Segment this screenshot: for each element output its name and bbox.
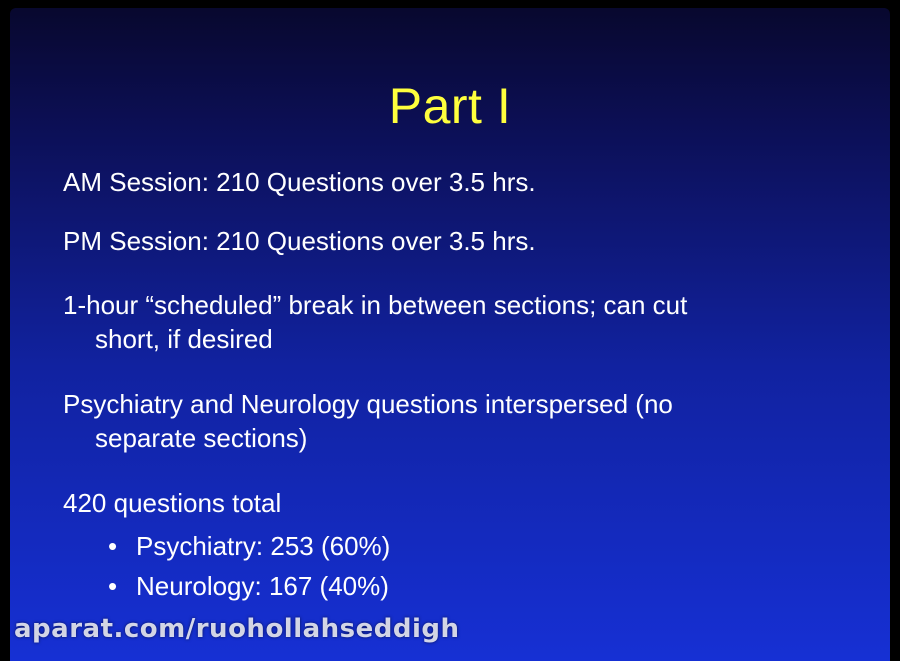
am-session-line: AM Session: 210 Questions over 3.5 hrs. <box>63 167 536 197</box>
break-line-2: short, if desired <box>95 324 273 354</box>
interspersed-line <box>63 387 673 455</box>
bullet-item-psychiatry <box>108 529 390 563</box>
watermark-text: aparat.com/ruohollahseddigh <box>14 614 460 644</box>
bullet-text: Psychiatry: 253 (60%) <box>136 531 391 561</box>
pm-session-line: PM Session: 210 Questions over 3.5 hrs. <box>63 226 536 256</box>
break-line-1: 1-hour “scheduled” break in between sections; can cut <box>63 290 688 320</box>
bullet-icon: • <box>108 571 118 601</box>
break-line <box>63 288 687 356</box>
bullet-text: Neurology: 167 (40%) <box>136 571 389 601</box>
interspersed-line-1: Psychiatry and Neurology questions interspersed (no <box>63 389 673 419</box>
presentation-slide <box>10 8 890 661</box>
bullet-item-neurology <box>108 569 389 603</box>
bullet-icon: • <box>108 531 118 561</box>
total-questions-line: 420 questions total <box>63 488 282 518</box>
interspersed-line-2: separate sections) <box>95 423 308 453</box>
slide-title: Part I <box>388 78 512 134</box>
